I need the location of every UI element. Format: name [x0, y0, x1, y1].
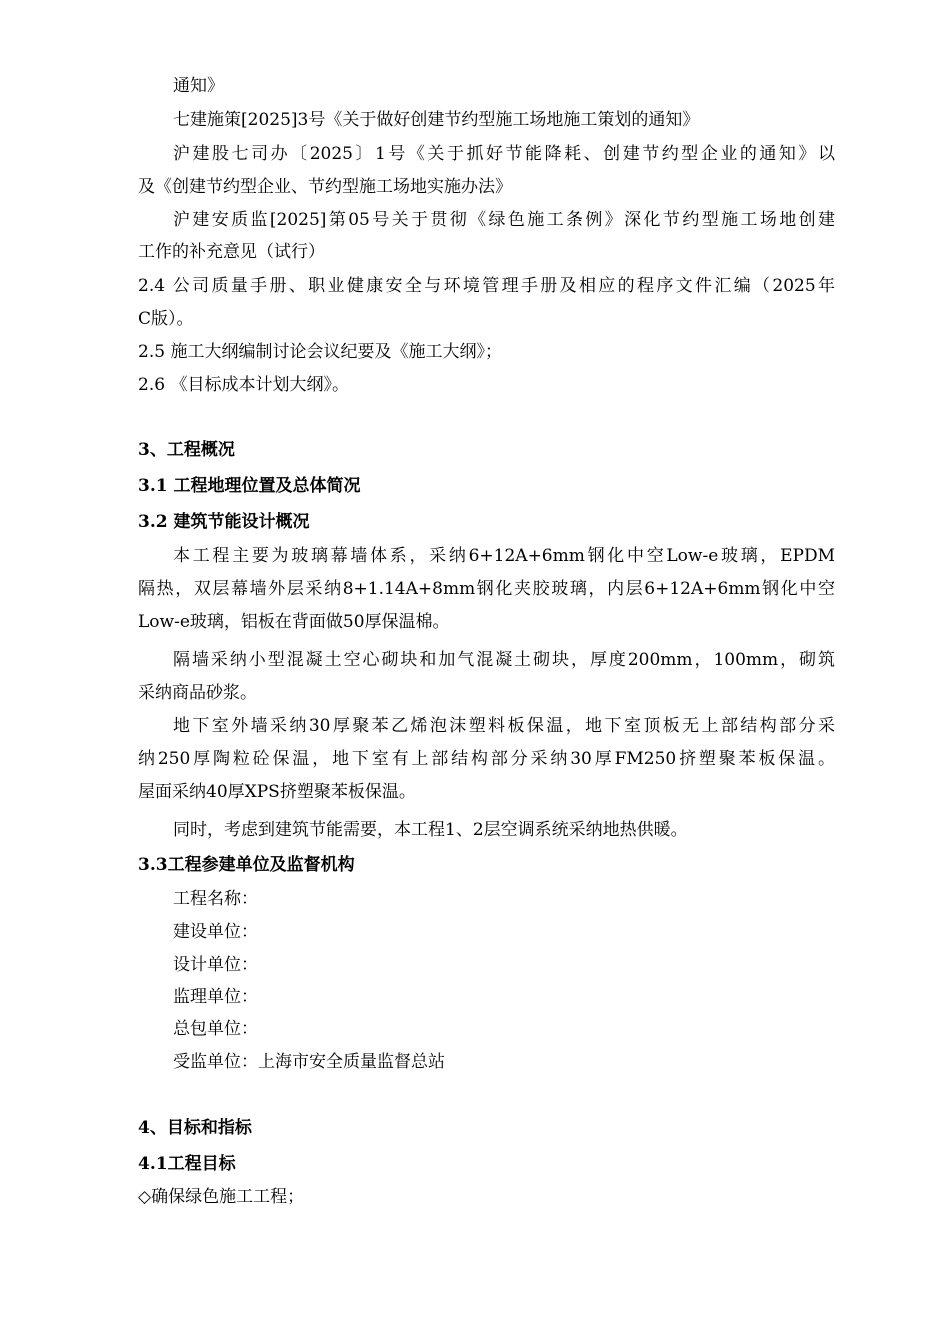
- field-label: 设计单位：: [173, 955, 258, 975]
- text-line: C版）。: [138, 309, 194, 329]
- text-line: 纳250厚陶粒砼保温，地下室有上部结构部分采纳30厚FM250挤塑聚苯板保温。: [138, 749, 835, 769]
- field-label: 工程名称：: [173, 889, 258, 909]
- text-line: 及《创建节约型企业、节约型施工场地实施办法》: [138, 177, 512, 197]
- text-line: 屋面采纳40厚XPS挤塑聚苯板保温。: [138, 782, 416, 802]
- text-line: 本工程主要为玻璃幕墙体系，采纳6+12A+6mm钢化中空Low-e玻璃，EPDM: [173, 546, 835, 566]
- field-label: 监理单位：: [173, 987, 258, 1007]
- text-line: 采纳商品砂浆。: [138, 683, 257, 703]
- field-label: 总包单位：: [173, 1019, 258, 1039]
- field-label: 建设单位：: [173, 922, 258, 942]
- section-heading: 4、目标和指标: [138, 1118, 252, 1138]
- text-line: 隔墙采纳小型混凝土空心砌块和加气混凝土砌块，厚度200mm，100mm，砌筑: [173, 650, 835, 670]
- text-line: 沪建股七司办〔2025〕1号《关于抓好节能降耗、创建节约型企业的通知》以: [173, 144, 835, 164]
- subsection-heading: 3.3工程参建单位及监督机构: [138, 855, 355, 875]
- text-line: 2.4 公司质量手册、职业健康安全与环境管理手册及相应的程序文件汇编（2025年: [138, 276, 835, 296]
- text-line: Low-e玻璃，铝板在背面做50厚保温棉。: [138, 612, 450, 632]
- text-line: 地下室外墙采纳30厚聚苯乙烯泡沫塑料板保温，地下室顶板无上部结构部分采: [173, 716, 835, 736]
- subsection-heading: 3.1 工程地理位置及总体简况: [138, 476, 361, 496]
- section-heading: 3、工程概况: [138, 440, 235, 460]
- subsection-heading: 3.2 建筑节能设计概况: [138, 512, 310, 532]
- list-item: ◇确保绿色施工工程；: [138, 1187, 305, 1207]
- field-label: 受监单位：上海市安全质量监督总站: [173, 1052, 445, 1072]
- text-line: 沪建安质监[2025]第05号关于贯彻《绿色施工条例》深化节约型施工场地创建: [173, 210, 835, 230]
- text-line: 同时，考虑到建筑节能需要，本工程1、2层空调系统采纳地热供暖。: [173, 820, 688, 840]
- text-line: 工作的补充意见（试行）: [138, 242, 325, 262]
- text-line: 七建施策[2025]3号《关于做好创建节约型施工场地施工策划的通知》: [173, 110, 700, 130]
- text-line: 2.6 《目标成本计划大纲》。: [138, 375, 349, 395]
- subsection-heading: 4.1工程目标: [138, 1154, 236, 1174]
- text-line: 通知》: [173, 76, 224, 96]
- text-line: 2.5 施工大纲编制讨论会议纪要及《施工大纲》；: [138, 342, 502, 362]
- text-line: 隔热，双层幕墙外层采纳8+1.14A+8mm钢化夹胶玻璃，内层6+12A+6mm钢化中空: [138, 579, 835, 599]
